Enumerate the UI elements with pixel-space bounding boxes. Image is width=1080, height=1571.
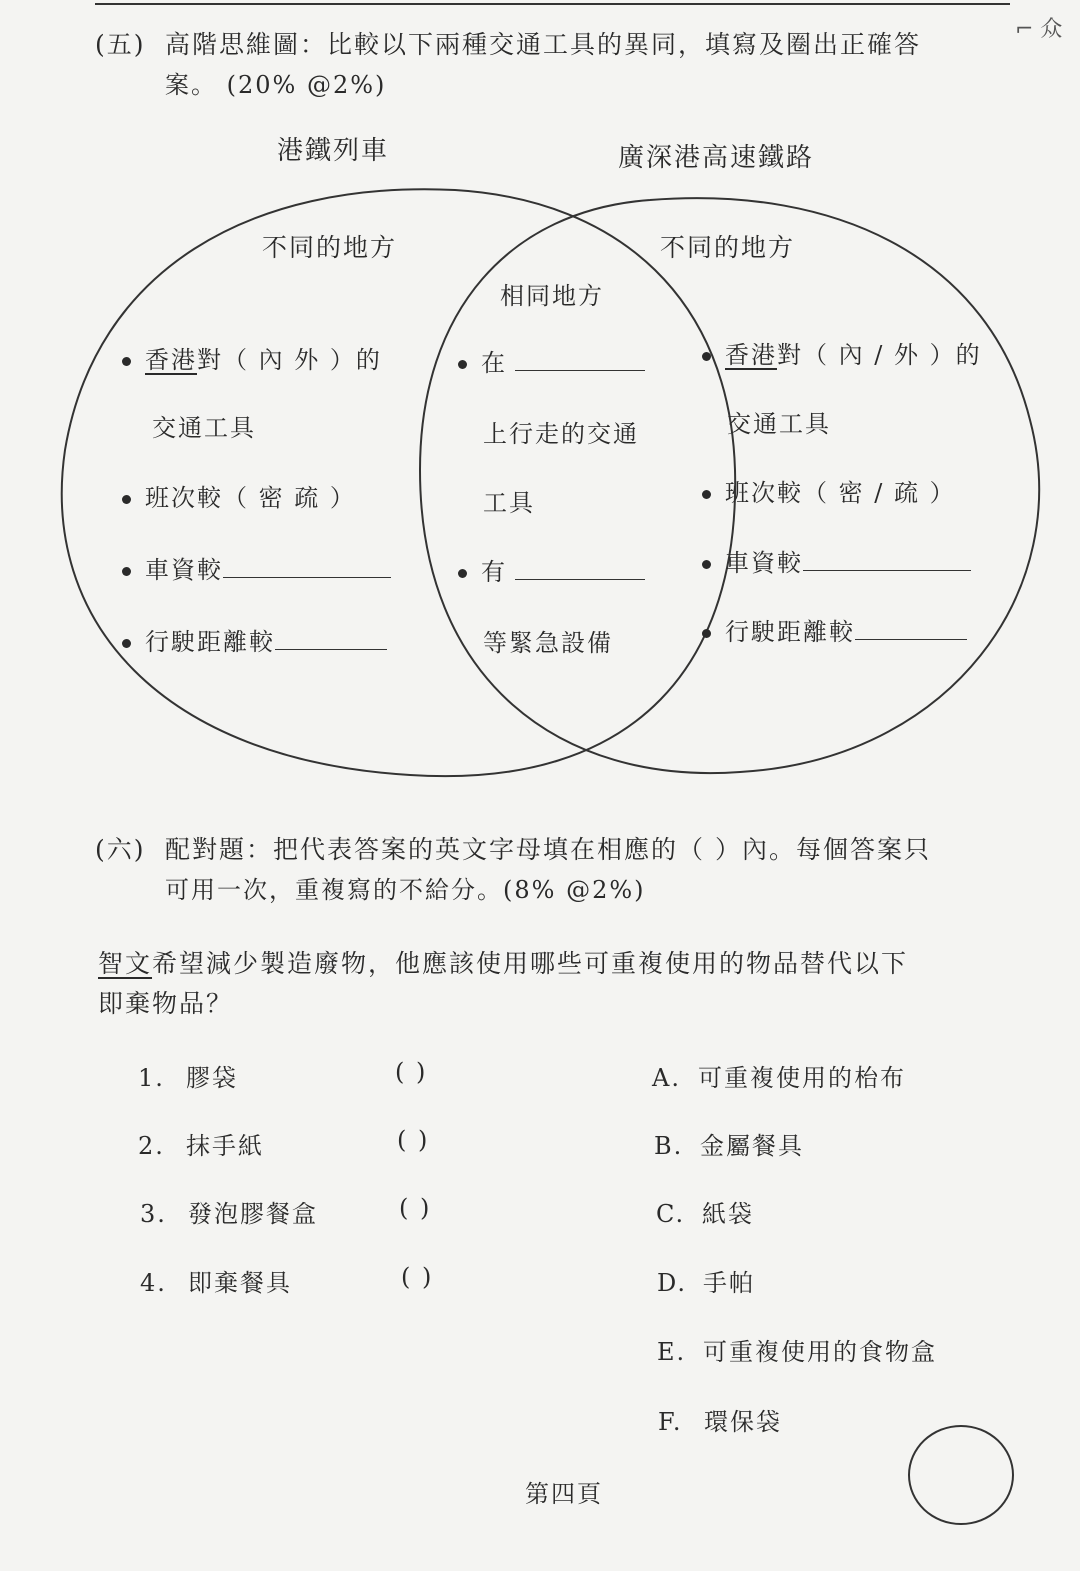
section5-label: (五) — [95, 30, 146, 59]
question-line1 — [98, 944, 908, 980]
item-text: 可重複使用的食物盒 — [703, 1338, 937, 1366]
question-line2: 即棄物品？ — [98, 989, 234, 1018]
right-item1-cont: 交通工具 — [727, 410, 831, 438]
question-name: 智文 — [98, 949, 153, 978]
right-list-item — [654, 1126, 804, 1161]
left-item1-mid: 對 — [197, 346, 223, 374]
bullet-icon — [122, 639, 131, 648]
middle-item1-cont2: 工具 — [483, 489, 535, 517]
middle-heading: 相同地方 — [500, 282, 604, 310]
left-list-item — [138, 1126, 264, 1161]
answer-paren-3[interactable]: ( ) — [399, 1194, 432, 1222]
item-text: 抹手紙 — [186, 1132, 264, 1160]
item-number: 2. — [138, 1132, 165, 1160]
left-item1 — [122, 340, 382, 375]
question-line1-rest: 希望減少製造廢物，他應該使用哪些可重複使用的物品替代以下 — [152, 949, 909, 978]
item-letter: A. — [652, 1064, 681, 1092]
bullet-icon — [122, 357, 131, 366]
right-item2 — [702, 473, 956, 508]
left-list-item — [140, 1194, 318, 1229]
right-item1 — [702, 335, 982, 370]
left-item4-text: 行駛距離較 — [145, 628, 275, 656]
bullet-icon — [702, 629, 711, 638]
left-arc-gap-mask — [180, 213, 215, 225]
item-number: 1. — [138, 1064, 165, 1092]
right-item1-place: 香港 — [725, 341, 777, 369]
left-item4 — [122, 622, 387, 657]
item-number: 3. — [140, 1200, 167, 1228]
middle-item1-cont: 上行走的交通 — [483, 420, 639, 448]
item-text: 可重複使用的枱布 — [698, 1064, 906, 1092]
item-letter: E. — [657, 1338, 687, 1366]
item-letter: B. — [654, 1132, 684, 1160]
section6-line2: 可用一次，重複寫的不給分。(8% @2%) — [165, 876, 646, 904]
middle-item2-blank[interactable] — [515, 578, 645, 580]
bullet-icon — [702, 560, 711, 569]
answer-paren-1[interactable]: ( ) — [395, 1058, 428, 1086]
right-list-item — [656, 1194, 754, 1229]
middle-item2-cont: 等緊急設備 — [483, 629, 613, 657]
middle-item2 — [458, 552, 645, 587]
section5-line1: 高階思維圖：比較以下兩種交通工具的異同，填寫及圈出正確答 — [165, 30, 922, 59]
item-text: 即棄餐具 — [188, 1269, 292, 1297]
middle-item1-text: 在 — [481, 349, 507, 377]
right-list-item — [652, 1058, 906, 1093]
item-letter: F. — [658, 1408, 683, 1436]
right-item3-blank[interactable] — [803, 569, 971, 571]
left-title: 港鐵列車 — [277, 136, 390, 166]
right-item1-paren: （ 內 / 外 ）的 — [803, 341, 982, 369]
item-number: 4. — [140, 1269, 167, 1297]
left-list-item — [138, 1058, 238, 1093]
right-list-item — [657, 1332, 937, 1367]
left-item2 — [122, 478, 356, 513]
right-item3 — [702, 543, 971, 578]
left-item1-place: 香港 — [145, 346, 197, 374]
right-list-item — [657, 1263, 755, 1298]
bullet-icon — [122, 567, 131, 576]
right-item1-mid: 對 — [777, 341, 803, 369]
right-item4 — [702, 612, 967, 647]
left-item3-blank[interactable] — [223, 576, 391, 578]
bullet-icon — [122, 495, 131, 504]
right-item2-text: 班次較（ 密 / 疏 ） — [725, 479, 956, 507]
item-text: 紙袋 — [702, 1200, 754, 1228]
middle-item2-text: 有 — [481, 558, 507, 586]
answer-paren-2[interactable]: ( ) — [397, 1126, 430, 1154]
left-heading: 不同的地方 — [262, 233, 398, 262]
middle-item1 — [458, 343, 645, 378]
middle-item1-blank[interactable] — [515, 369, 645, 371]
left-item1-cont: 交通工具 — [152, 414, 256, 442]
bullet-icon — [458, 360, 467, 369]
left-list-item — [140, 1263, 292, 1298]
page-number: 第四頁 — [525, 1480, 603, 1508]
item-letter: C. — [656, 1200, 686, 1228]
left-item1-paren: （ 內 外 ）的 — [223, 346, 382, 374]
left-item4-blank[interactable] — [275, 648, 387, 650]
right-item3-text: 車資較 — [725, 549, 803, 577]
item-letter: D. — [657, 1269, 688, 1297]
item-text: 金屬餐具 — [700, 1132, 804, 1160]
right-item4-blank[interactable] — [855, 638, 967, 640]
right-list-item — [658, 1402, 782, 1437]
item-text: 環保袋 — [704, 1408, 782, 1436]
section6-label: (六) — [95, 835, 146, 864]
item-text: 手帕 — [703, 1269, 755, 1297]
bullet-icon — [702, 352, 711, 361]
section5-line2: 案。 (20% @2%) — [165, 71, 387, 99]
score-circle — [908, 1425, 1014, 1525]
right-heading: 不同的地方 — [660, 233, 796, 262]
left-item3-text: 車資較 — [145, 556, 223, 584]
bullet-icon — [702, 490, 711, 499]
right-title: 廣深港高速鐵路 — [618, 143, 815, 173]
margin-mark: ⌐ 众 — [1015, 17, 1063, 42]
answer-paren-4[interactable]: ( ) — [401, 1263, 434, 1291]
left-item3 — [122, 550, 391, 585]
section6-line1: 配對題：把代表答案的英文字母填在相應的（ ）內。每個答案只 — [165, 835, 931, 864]
left-item2-text: 班次較（ 密 疏 ） — [145, 484, 356, 512]
item-text: 膠袋 — [186, 1064, 238, 1092]
right-item4-text: 行駛距離較 — [725, 618, 855, 646]
bullet-icon — [458, 569, 467, 578]
item-text: 發泡膠餐盒 — [188, 1200, 318, 1228]
